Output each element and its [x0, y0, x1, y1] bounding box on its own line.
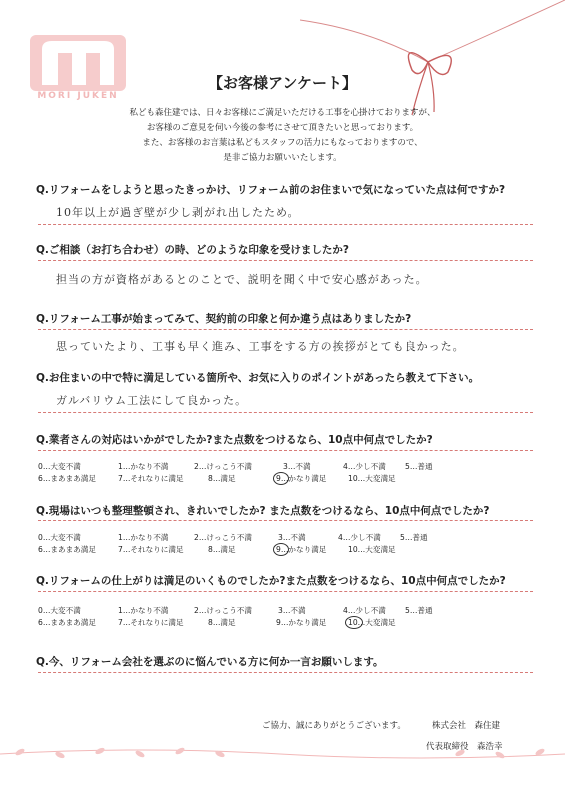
option-3: 3…不満 — [283, 462, 311, 471]
representative: 代表取締役 森浩幸 — [426, 742, 503, 752]
option-0: 0…大変不満 — [38, 462, 81, 471]
option-6: 6…まあまあ満足 — [38, 545, 96, 554]
rating-question-2: Q.現場はいつも整理整頓され、きれいでしたか? また点数をつけるなら、10点中何点でしたか? — [36, 505, 490, 517]
option-4: 4…少し不満 — [338, 533, 381, 542]
question-1: Q.リフォームをしようと思ったきっかけ、リフォーム前のお住まいで気になっていた点は何ですか? — [36, 184, 506, 196]
divider — [38, 450, 533, 451]
ribbon-decoration — [300, 0, 565, 120]
option-3: 3…不満 — [278, 606, 306, 615]
answer-3: 思っていたより、工事も早く進み、工事をする方の挨拶がとても良かった。 — [56, 340, 465, 353]
option-0: 0…大変不満 — [38, 606, 81, 615]
option-5: 5…普通 — [400, 533, 428, 542]
question-2: Q.ご相談（お打ち合わせ）の時、どのような印象を受けましたか? — [36, 244, 350, 256]
options-row-b — [38, 473, 508, 485]
option-5: 5…普通 — [405, 462, 433, 471]
question-4: Q.お住まいの中で特に満足している箇所や、お気に入りのポイントがあったら教えて下さい。 — [36, 372, 480, 384]
intro-line: お客様のご意見を伺い今後の参考にさせて頂きたいと思っております。 — [146, 123, 419, 133]
rating-question-1: Q.業者さんの対応はいかがでしたか?また点数をつけるなら、10点中何点でしたか? — [36, 434, 433, 446]
option-1: 1…かなり不満 — [118, 533, 169, 542]
option-8: 8…満足 — [208, 545, 236, 554]
option-9: 9…かなり満足 — [276, 618, 327, 627]
company-name: 株式会社 森住建 — [432, 721, 501, 731]
selected-circle — [273, 543, 289, 556]
leaf-border-decoration — [0, 742, 565, 762]
divider — [38, 329, 533, 330]
option-6: 6…まあまあ満足 — [38, 618, 96, 627]
intro-line: 私ども森住建では、日々お客様にご満足いただける工事を心掛けておりますが、 — [129, 108, 436, 118]
selected-circle — [345, 616, 363, 629]
options-row-b — [38, 544, 508, 556]
option-1: 1…かなり不満 — [118, 606, 169, 615]
option-4: 4…少し不満 — [343, 606, 386, 615]
option-4: 4…少し不満 — [343, 462, 386, 471]
option-10: 10…大変満足 — [348, 474, 396, 483]
option-1: 1…かなり不満 — [118, 462, 169, 471]
rating-question-3: Q.リフォームの仕上がりは満足のいくものでしたか?また点数をつけるなら、10点中何点でしたか? — [36, 575, 506, 587]
option-5: 5…普通 — [405, 606, 433, 615]
selected-circle — [273, 472, 289, 485]
divider — [38, 224, 533, 225]
divider — [38, 260, 533, 261]
options-row-a — [38, 605, 508, 617]
option-10: 10…大変満足 — [348, 545, 396, 554]
option-6: 6…まあまあ満足 — [38, 474, 96, 483]
question-last: Q.今、リフォーム会社を選ぶのに悩んでいる方に何か一言お願いします。 — [36, 656, 384, 668]
intro-line: また、お客様のお言葉は私どもスタッフの活力にもなっておりますので、 — [142, 138, 423, 148]
question-3: Q.リフォーム工事が始まってみて、契約前の印象と何か違う点はありましたか? — [36, 313, 412, 325]
option-9: 9…かなり満足 — [276, 474, 327, 483]
answer-2: 担当の方が資格があるとのことで、説明を聞く中で安心感があった。 — [56, 273, 428, 286]
option-7: 7…それなりに満足 — [118, 618, 184, 627]
page-title: 【お客様アンケート】 — [207, 74, 358, 92]
option-7: 7…それなりに満足 — [118, 545, 184, 554]
intro-line: 是非ご協力お願いいたします。 — [223, 153, 342, 163]
option-0: 0…大変不満 — [38, 533, 81, 542]
option-2: 2…けっこう不満 — [194, 533, 252, 542]
divider — [38, 672, 533, 673]
option-10: 10…大変満足 — [348, 618, 396, 627]
divider — [38, 520, 533, 521]
answer-4: ガルバリウム工法にして良かった。 — [56, 394, 248, 407]
option-8: 8…満足 — [208, 474, 236, 483]
option-2: 2…けっこう不満 — [194, 462, 252, 471]
divider — [38, 412, 533, 413]
options-row-a — [38, 461, 508, 473]
options-row-b — [38, 617, 508, 629]
option-7: 7…それなりに満足 — [118, 474, 184, 483]
answer-1: 10年以上が過ぎ壁が少し剥がれ出したため。 — [56, 206, 300, 219]
options-row-a — [38, 532, 508, 544]
logo-subtitle: MORI JUKEN — [37, 91, 119, 101]
intro-text — [0, 106, 565, 166]
option-2: 2…けっこう不満 — [194, 606, 252, 615]
option-9: 9…かなり満足 — [276, 545, 327, 554]
option-8: 8…満足 — [208, 618, 236, 627]
divider — [38, 591, 533, 592]
thanks-text: ご協力、誠にありがとうございます。 — [262, 721, 406, 731]
option-3: 3…不満 — [278, 533, 306, 542]
